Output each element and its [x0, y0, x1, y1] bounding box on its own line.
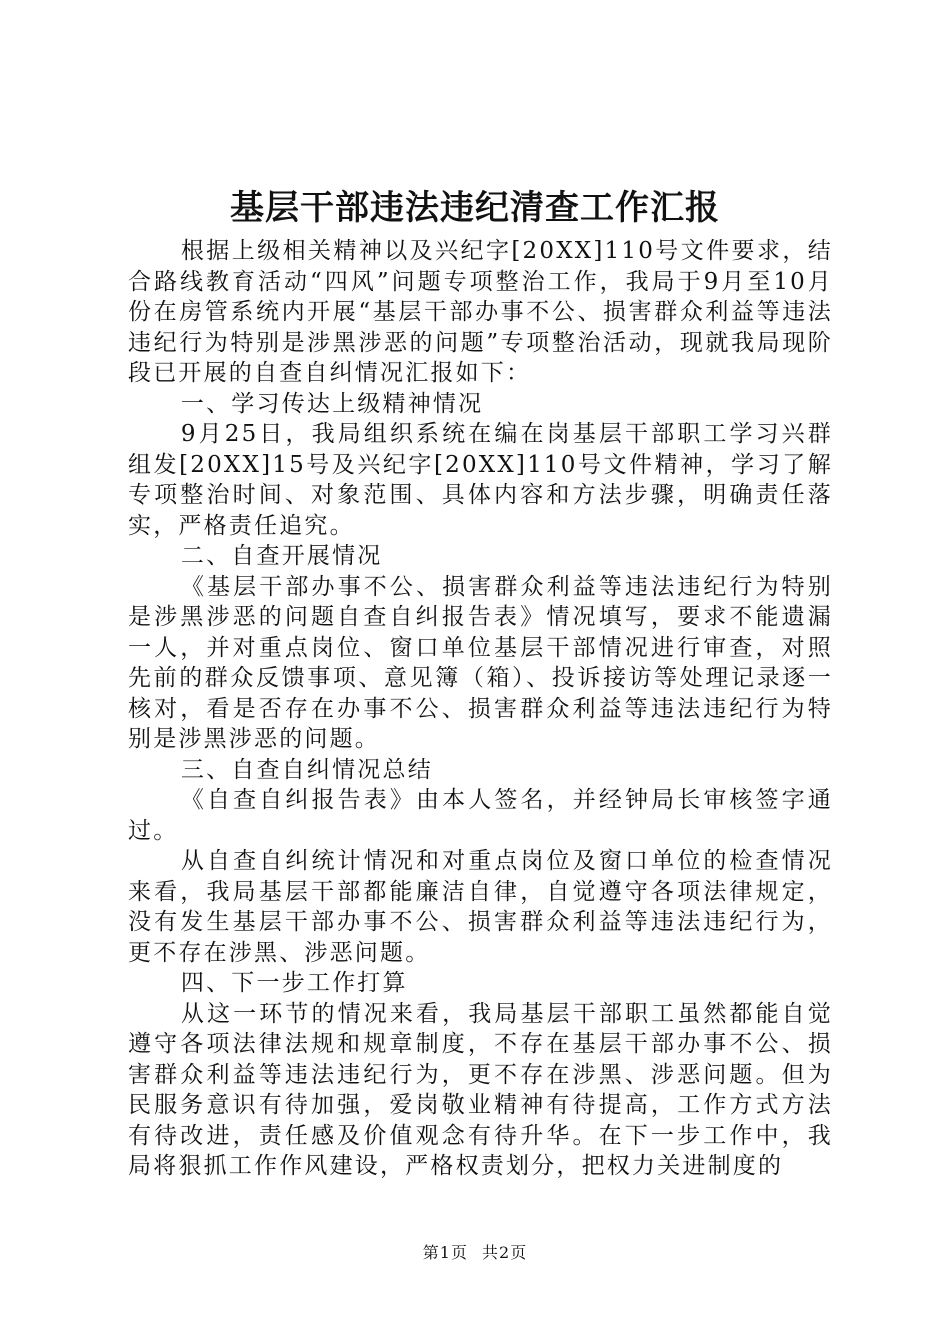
paragraph-section-2: 《基层干部办事不公、损害群众利益等违法违纪行为特别是涉黑涉恶的问题自查自纠报告表》情况填写，要求不能遗漏一人，并对重点岗位、窗口单位基层干部情况进行审查，对照先前的群众反馈事项、意见簿（箱）、投诉接访等处理记录逐一核对，看是否存在办事不公、损害群众利益等违法违纪行为特别是涉黑涉恶的问题。: [128, 573, 833, 752]
paragraph-section-3b: 从自查自纠统计情况和对重点岗位及窗口单位的检查情况来看，我局基层干部都能廉洁自律，自觉遵守各项法律规定，没有发生基层干部办事不公、损害群众利益等违法违纪行为，更不存在涉黑、涉恶问题。: [128, 848, 833, 966]
page-total: 共2页: [482, 1243, 528, 1262]
section-heading-4: 四、下一步工作打算: [180, 970, 408, 996]
paragraph-section-3a: 《自查自纠报告表》由本人签名，并经钟局长审核签字通过。: [128, 787, 833, 844]
paragraph-section-4: 从这一环节的情况来看，我局基层干部职工虽然都能自觉遵守各项法律法规和规章制度，不存在基层干部办事不公、损害群众利益等违法违纪行为，更不存在涉黑、涉恶问题。但为民服务意识有待加强，爱岗敬业精神有待提高，工作方式方法有待改进，责任感及价值观念有待升华。在下一步工作中，我局将狠抓工作作风建设，严格权责划分，把权力关进制度的: [128, 1000, 833, 1179]
section-heading-2: 二、自查开展情况: [180, 543, 383, 569]
section-heading-1: 一、学习传达上级精神情况: [180, 390, 484, 417]
paragraph-intro: 根据上级相关精神以及兴纪字[20XX]110号文件要求，结合路线教育活动“四风”问题专项整治工作，我局于9月至10月份在房管系统内开展“基层干部办事不公、损害群众利益等违法违纪行为特别是涉黑涉恶的问题”专项整治活动，现就我局现阶段已开展的自查自纠情况汇报如下：: [128, 238, 833, 386]
page-footer: [0, 1240, 950, 1263]
section-heading-3: 三、自查自纠情况总结: [180, 756, 433, 783]
document-title: 基层干部违法违纪清查工作汇报: [230, 188, 720, 228]
paragraph-section-1: 9月25日，我局组织系统在编在岗基层干部职工学习兴群组发[20XX]15号及兴纪字[20XX]110号文件精神，学习了解专项整治时间、对象范围、具体内容和方法步骤，明确责任落实，严格责任追究。: [128, 421, 833, 539]
page-number: 第1页: [422, 1243, 468, 1262]
document-body: [128, 236, 833, 1182]
